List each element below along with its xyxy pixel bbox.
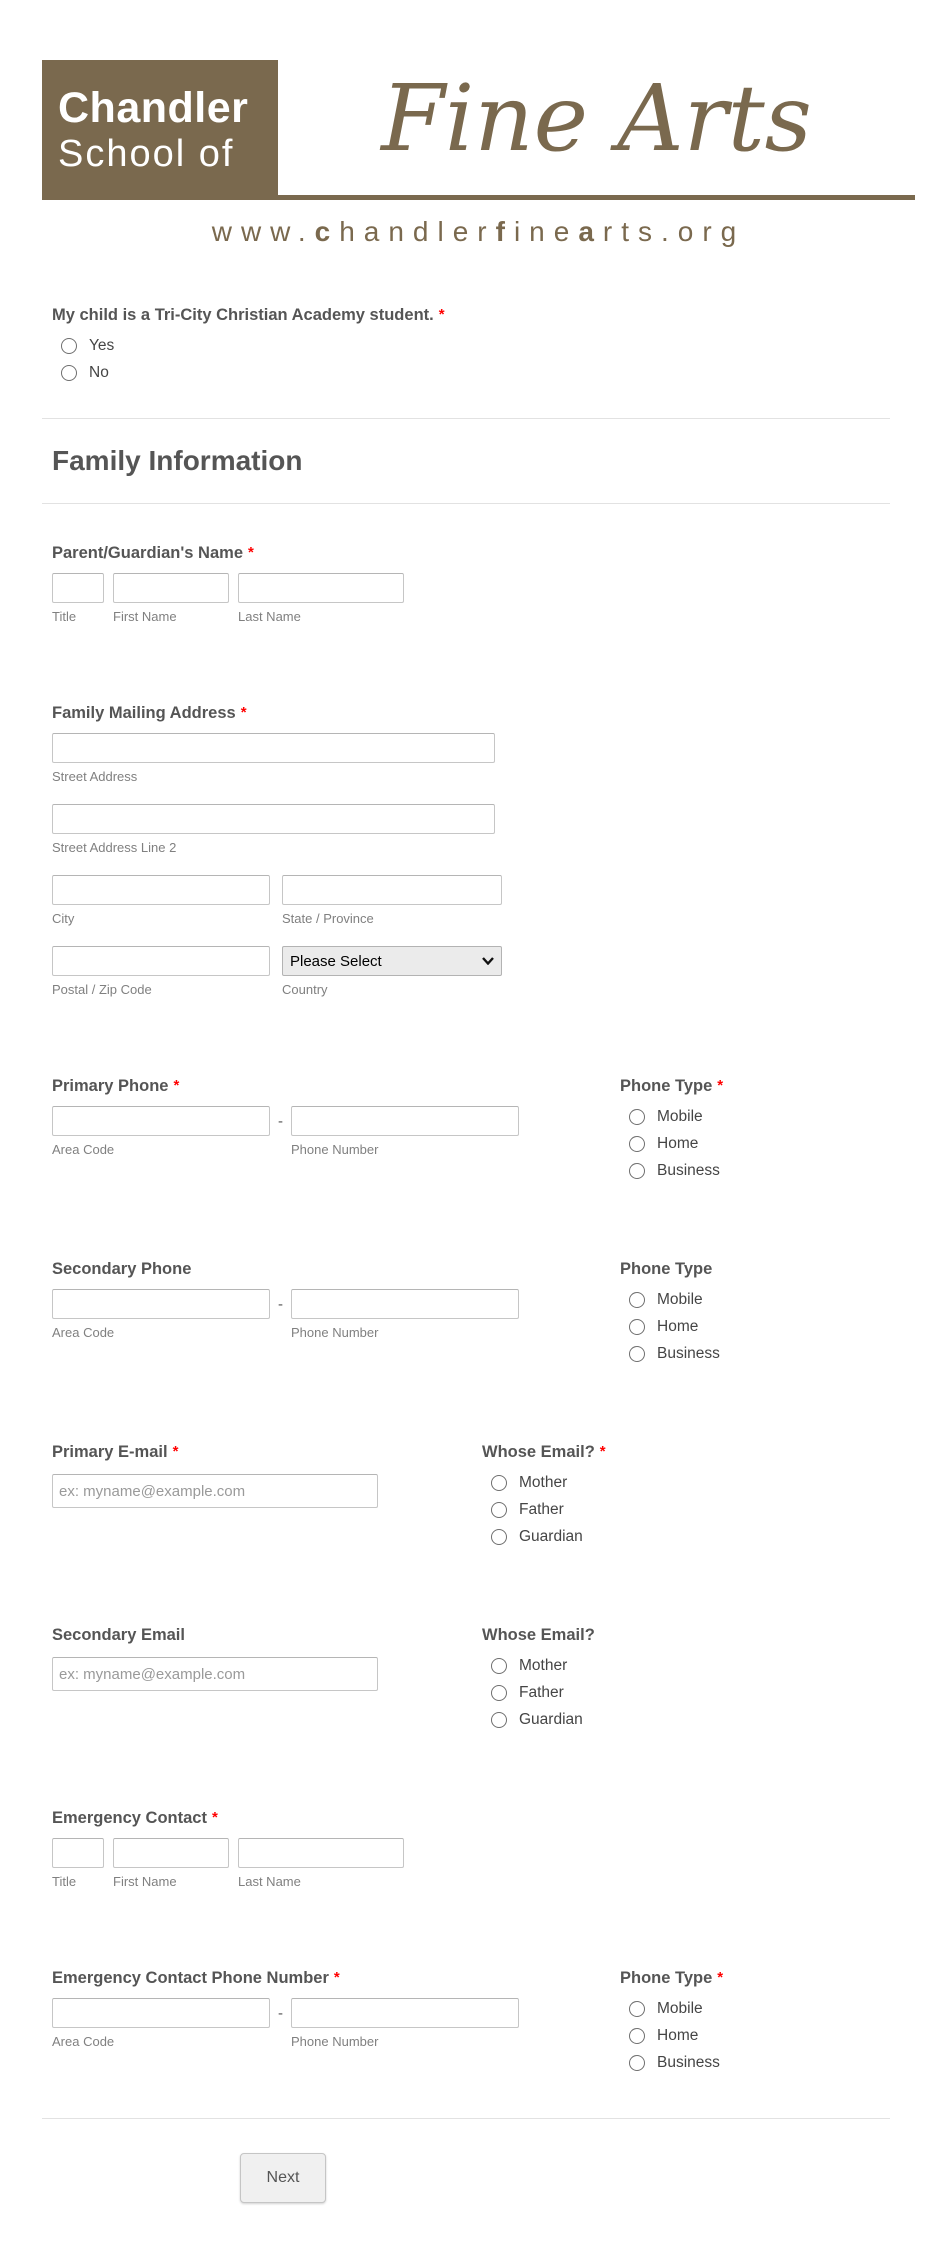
field-label-text: Emergency Contact bbox=[52, 1809, 207, 1827]
secondary-phone-type-business[interactable] bbox=[629, 1345, 890, 1363]
emergency-first-name-input[interactable] bbox=[113, 1838, 229, 1868]
radio-label: No bbox=[89, 364, 109, 381]
phone-separator: - bbox=[278, 1295, 283, 1313]
emergency-phone-row bbox=[52, 1969, 890, 2072]
country-select-value: Please Select bbox=[290, 952, 382, 970]
question-label-text: My child is a Tri-City Christian Academy student. bbox=[52, 306, 434, 324]
emergency-contact-field bbox=[52, 1809, 890, 1889]
emergency-phone-type-home[interactable] bbox=[629, 2027, 890, 2045]
city-sublabel: City bbox=[52, 911, 75, 926]
phone-separator: - bbox=[278, 1112, 283, 1130]
radio-label: Business bbox=[657, 2054, 720, 2071]
first-name-sublabel: First Name bbox=[113, 1874, 177, 1889]
url-part: rts.org bbox=[602, 216, 746, 247]
field-label-text: Family Mailing Address bbox=[52, 704, 236, 722]
logo-text-fine-arts: Fine Arts bbox=[381, 65, 812, 173]
required-asterisk: * bbox=[240, 704, 247, 721]
required-asterisk: * bbox=[172, 1443, 179, 1460]
phone-number-sublabel: Phone Number bbox=[291, 2034, 379, 2049]
radio-label: Guardian bbox=[519, 1711, 583, 1728]
field-label bbox=[52, 1077, 620, 1096]
field-label bbox=[482, 1443, 890, 1462]
secondary-email-field bbox=[52, 1626, 482, 1729]
title-sublabel: Title bbox=[52, 609, 77, 624]
field-label bbox=[52, 544, 890, 563]
required-asterisk: * bbox=[211, 1809, 218, 1826]
secondary-whose-email-field bbox=[482, 1626, 890, 1729]
required-asterisk: * bbox=[717, 1077, 724, 1094]
form-header bbox=[0, 60, 930, 248]
postal-code-sublabel: Postal / Zip Code bbox=[52, 982, 152, 997]
emergency-phone-number-input[interactable] bbox=[291, 1998, 519, 2028]
secondary-phone-row bbox=[52, 1260, 890, 1363]
required-asterisk: * bbox=[248, 544, 254, 561]
radio-label: Yes bbox=[89, 337, 115, 354]
radio-circle[interactable] bbox=[491, 1502, 507, 1518]
secondary-phone-number-input[interactable] bbox=[291, 1289, 519, 1319]
radio-label: Mobile bbox=[657, 2000, 703, 2017]
field-label: Secondary Phone bbox=[52, 1260, 192, 1278]
question-label bbox=[52, 306, 890, 325]
url-part-bold: f bbox=[495, 216, 514, 247]
radio-label: Business bbox=[657, 1345, 720, 1362]
radio-circle[interactable] bbox=[491, 1658, 507, 1674]
radio-label: Father bbox=[519, 1684, 564, 1701]
field-label-text: Primary Phone bbox=[52, 1077, 169, 1095]
primary-phone-row bbox=[52, 1077, 890, 1180]
tri-city-question bbox=[52, 306, 890, 382]
required-asterisk: * bbox=[333, 1969, 340, 1986]
radio-circle[interactable] bbox=[491, 1529, 507, 1545]
area-code-sublabel: Area Code bbox=[52, 1325, 115, 1340]
required-asterisk: * bbox=[599, 1443, 606, 1460]
first-name-sublabel: First Name bbox=[113, 609, 177, 624]
street-address2-input[interactable] bbox=[52, 804, 495, 834]
parent-first-name-input[interactable] bbox=[113, 573, 229, 603]
primary-whose-email-guardian[interactable] bbox=[491, 1528, 890, 1546]
secondary-phone-type-mobile[interactable] bbox=[629, 1291, 890, 1309]
state-input[interactable] bbox=[282, 875, 502, 905]
field-label-text: Emergency Contact Phone Number bbox=[52, 1969, 329, 1987]
field-label: Whose Email? bbox=[482, 1626, 595, 1644]
title-sublabel: Title bbox=[52, 1874, 77, 1889]
parent-title-input[interactable] bbox=[52, 573, 104, 603]
street-address-sublabel: Street Address bbox=[52, 769, 138, 784]
secondary-phone-type-home[interactable] bbox=[629, 1318, 890, 1336]
field-label-text: Phone Type bbox=[620, 1969, 713, 1987]
city-input[interactable] bbox=[52, 875, 270, 905]
url-part: handler bbox=[339, 216, 496, 247]
radio-circle[interactable] bbox=[491, 1685, 507, 1701]
primary-whose-email-field bbox=[482, 1443, 890, 1546]
section-divider bbox=[42, 418, 890, 419]
radio-label: Business bbox=[657, 1162, 720, 1179]
primary-phone-field bbox=[52, 1077, 620, 1180]
last-name-sublabel: Last Name bbox=[238, 1874, 301, 1889]
radio-circle[interactable] bbox=[629, 1163, 645, 1179]
next-button[interactable]: Next bbox=[240, 2153, 326, 2203]
radio-label: Mobile bbox=[657, 1108, 703, 1125]
radio-circle[interactable] bbox=[629, 2055, 645, 2071]
parent-name-field bbox=[52, 544, 890, 624]
emergency-title-input[interactable] bbox=[52, 1838, 104, 1868]
radio-circle[interactable] bbox=[491, 1712, 507, 1728]
radio-circle[interactable] bbox=[629, 1319, 645, 1335]
field-label bbox=[52, 1809, 890, 1828]
form-footer bbox=[52, 2119, 890, 2235]
radio-circle[interactable] bbox=[629, 1109, 645, 1125]
required-asterisk: * bbox=[173, 1077, 180, 1094]
logo-text-school-of: School of bbox=[58, 132, 235, 175]
parent-last-name-input[interactable] bbox=[238, 573, 404, 603]
url-part-bold: c bbox=[314, 216, 340, 247]
emergency-phone-field bbox=[52, 1969, 620, 2072]
radio-label: Mobile bbox=[657, 1291, 703, 1308]
secondary-whose-email-mother[interactable] bbox=[491, 1657, 890, 1675]
required-asterisk: * bbox=[438, 306, 445, 323]
field-label: Phone Type bbox=[620, 1260, 713, 1278]
area-code-sublabel: Area Code bbox=[52, 2034, 115, 2049]
radio-option-yes[interactable] bbox=[61, 337, 890, 355]
field-label-text: Primary E-mail bbox=[52, 1443, 168, 1461]
radio-circle[interactable] bbox=[61, 338, 77, 354]
radio-circle[interactable] bbox=[629, 1292, 645, 1308]
street-address2-sublabel: Street Address Line 2 bbox=[52, 840, 177, 855]
emergency-last-name-input[interactable] bbox=[238, 1838, 404, 1868]
country-sublabel: Country bbox=[282, 982, 328, 997]
logo-script-area bbox=[278, 60, 915, 200]
logo-text-chandler: Chandler bbox=[58, 84, 249, 133]
secondary-email-input[interactable] bbox=[52, 1657, 378, 1691]
primary-email-input[interactable] bbox=[52, 1474, 378, 1508]
radio-circle[interactable] bbox=[629, 1346, 645, 1362]
required-asterisk: * bbox=[717, 1969, 724, 1986]
emergency-phone-type-business[interactable] bbox=[629, 2054, 890, 2072]
radio-circle[interactable] bbox=[629, 2028, 645, 2044]
website-url bbox=[42, 216, 915, 248]
radio-label: Guardian bbox=[519, 1528, 583, 1545]
mailing-address-field bbox=[52, 704, 890, 997]
radio-circle[interactable] bbox=[629, 1136, 645, 1152]
url-part: www. bbox=[211, 216, 315, 247]
emergency-phone-type-field bbox=[620, 1969, 890, 2072]
url-part-bold: a bbox=[578, 216, 603, 247]
section-divider bbox=[42, 503, 890, 504]
radio-label: Home bbox=[657, 1318, 699, 1335]
postal-code-input[interactable] bbox=[52, 946, 270, 976]
primary-email-row bbox=[52, 1443, 890, 1546]
primary-phone-type-field bbox=[620, 1077, 890, 1180]
country-select[interactable] bbox=[282, 946, 502, 976]
primary-whose-email-father[interactable] bbox=[491, 1501, 890, 1519]
radio-label: Mother bbox=[519, 1657, 568, 1674]
field-label bbox=[620, 1077, 890, 1096]
last-name-sublabel: Last Name bbox=[238, 609, 301, 624]
field-label bbox=[52, 704, 890, 723]
primary-whose-email-mother[interactable] bbox=[491, 1474, 890, 1492]
secondary-phone-field bbox=[52, 1260, 620, 1363]
field-label-text: Phone Type bbox=[620, 1077, 713, 1095]
street-address-input[interactable] bbox=[52, 733, 495, 763]
radio-label: Home bbox=[657, 1135, 699, 1152]
phone-number-sublabel: Phone Number bbox=[291, 1142, 379, 1157]
field-label-text: Parent/Guardian's Name bbox=[52, 544, 243, 562]
emergency-area-code-input[interactable] bbox=[52, 1998, 270, 2028]
radio-label: Father bbox=[519, 1501, 564, 1518]
emergency-phone-type-mobile[interactable] bbox=[629, 2000, 890, 2018]
radio-circle[interactable] bbox=[61, 365, 77, 381]
secondary-area-code-input[interactable] bbox=[52, 1289, 270, 1319]
radio-circle[interactable] bbox=[629, 2001, 645, 2017]
field-label bbox=[52, 1969, 620, 1988]
field-label-text: Whose Email? bbox=[482, 1443, 595, 1461]
primary-area-code-input[interactable] bbox=[52, 1106, 270, 1136]
radio-label: Mother bbox=[519, 1474, 568, 1491]
primary-phone-type-business[interactable] bbox=[629, 1162, 890, 1180]
primary-phone-number-input[interactable] bbox=[291, 1106, 519, 1136]
logo-brown-box bbox=[42, 60, 278, 200]
phone-separator: - bbox=[278, 2004, 283, 2022]
secondary-email-row bbox=[52, 1626, 890, 1729]
field-label: Secondary Email bbox=[52, 1626, 185, 1644]
field-label bbox=[620, 1969, 890, 1988]
primary-email-field bbox=[52, 1443, 482, 1546]
radio-label: Home bbox=[657, 2027, 699, 2044]
secondary-whose-email-father[interactable] bbox=[491, 1684, 890, 1702]
state-sublabel: State / Province bbox=[282, 911, 374, 926]
url-part: ine bbox=[513, 216, 579, 247]
secondary-whose-email-guardian[interactable] bbox=[491, 1711, 890, 1729]
secondary-phone-type-field bbox=[620, 1260, 890, 1363]
school-logo bbox=[42, 60, 915, 200]
family-information-heading: Family Information bbox=[52, 445, 303, 476]
chevron-down-icon bbox=[482, 957, 494, 965]
radio-circle[interactable] bbox=[491, 1475, 507, 1491]
primary-phone-type-home[interactable] bbox=[629, 1135, 890, 1153]
primary-phone-type-mobile[interactable] bbox=[629, 1108, 890, 1126]
phone-number-sublabel: Phone Number bbox=[291, 1325, 379, 1340]
radio-option-no[interactable] bbox=[61, 364, 890, 382]
area-code-sublabel: Area Code bbox=[52, 1142, 115, 1157]
field-label bbox=[52, 1443, 482, 1462]
